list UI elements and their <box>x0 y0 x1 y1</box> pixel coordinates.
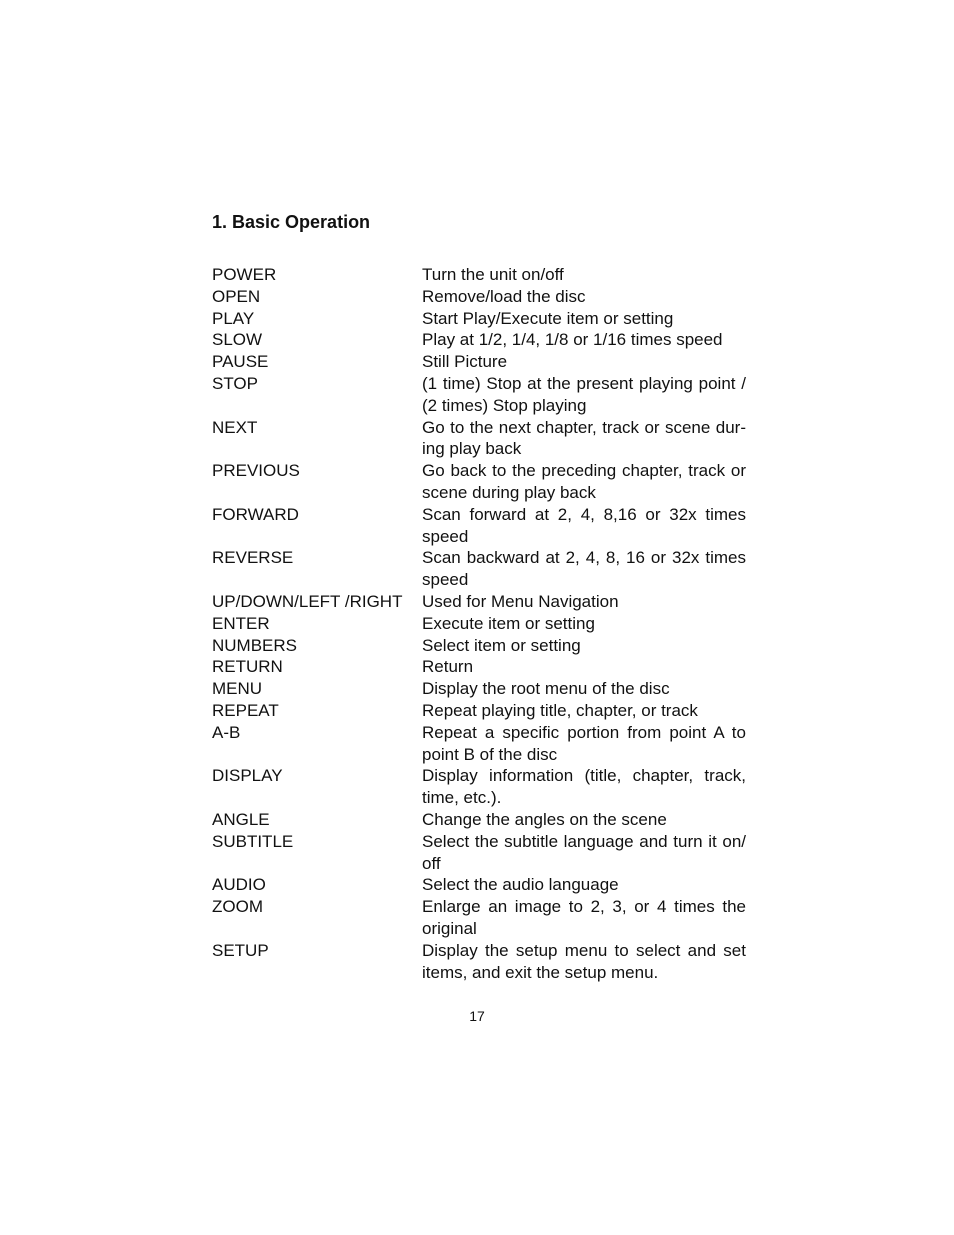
operation-row <box>212 286 746 308</box>
operation-key: DISPLAY <box>212 766 283 786</box>
operation-row <box>212 460 746 504</box>
operation-row <box>212 896 746 940</box>
operation-row <box>212 874 746 896</box>
operation-row <box>212 351 746 373</box>
operation-description: Go to the next chapter, track or scene dur-ing play back <box>422 417 746 459</box>
operation-key: ZOOM <box>212 897 263 917</box>
operation-row <box>212 308 746 330</box>
operation-row <box>212 613 746 635</box>
operation-key: ENTER <box>212 613 270 633</box>
operation-row <box>212 656 746 678</box>
operation-description: Change the angles on the scene <box>422 809 667 829</box>
operation-description: Scan forward at 2, 4, 8,16 or 32x times speed <box>422 504 746 546</box>
operation-key: PAUSE <box>212 352 269 372</box>
operation-key: SUBTITLE <box>212 831 294 851</box>
operation-description: Select the audio language <box>422 875 619 895</box>
operation-description: Display the setup menu to select and set items, and exit the setup menu. <box>422 940 746 982</box>
operation-description: Play at 1/2, 1/4, 1/8 or 1/16 times speed <box>422 330 723 350</box>
operation-key: PLAY <box>212 308 255 328</box>
operation-key: UP/DOWN/LEFT /RIGHT <box>212 591 403 611</box>
operation-description: Display information (title, chapter, track, time, etc.). <box>422 766 746 808</box>
operation-row <box>212 373 746 417</box>
operation-row <box>212 700 746 722</box>
operation-description: Repeat playing title, chapter, or track <box>422 700 698 720</box>
operation-row <box>212 765 746 809</box>
operation-row <box>212 809 746 831</box>
operation-row <box>212 940 746 984</box>
operation-description: Used for Menu Navigation <box>422 591 619 611</box>
page-title: 1. Basic Operation <box>212 212 371 232</box>
operation-key: NEXT <box>212 417 258 437</box>
operation-description: Remove/load the disc <box>422 286 586 306</box>
operation-description: Select item or setting <box>422 635 581 655</box>
operation-row <box>212 417 746 461</box>
operation-key: POWER <box>212 265 277 284</box>
operation-row <box>212 504 746 548</box>
operation-description: Repeat a specific portion from point A to point B of the disc <box>422 722 746 764</box>
operation-key: REVERSE <box>212 548 294 568</box>
operation-description: Scan backward at 2, 4, 8, 16 or 32x times speed <box>422 548 746 590</box>
operation-row <box>212 722 746 766</box>
operation-description: Enlarge an image to 2, 3, or 4 times the original <box>422 897 746 938</box>
operation-key: REPEAT <box>212 700 279 720</box>
operation-description: (1 time) Stop at the present playing point / (2 times) Stop playing <box>422 373 746 415</box>
operation-key: NUMBERS <box>212 635 298 655</box>
operation-description: Turn the unit on/off <box>422 265 564 284</box>
page-number: 17 <box>469 1008 485 1024</box>
operation-key: ANGLE <box>212 809 270 829</box>
operation-description: Start Play/Execute item or setting <box>422 308 674 328</box>
operation-row <box>212 264 746 286</box>
operation-key: AUDIO <box>212 875 266 895</box>
operation-row <box>212 547 746 591</box>
operation-description: Return <box>422 657 474 677</box>
operation-key: A-B <box>212 722 241 742</box>
operation-row <box>212 635 746 657</box>
operation-key: SETUP <box>212 940 269 960</box>
operation-key: MENU <box>212 679 263 699</box>
operation-description: Select the subtitle language and turn it on/ off <box>422 831 746 873</box>
operation-description: Still Picture <box>422 352 508 372</box>
operation-key: FORWARD <box>212 504 299 524</box>
operation-key: SLOW <box>212 330 263 350</box>
operation-key: STOP <box>212 373 258 393</box>
operation-key: OPEN <box>212 286 261 306</box>
operation-row <box>212 678 746 700</box>
operation-key: RETURN <box>212 657 283 677</box>
operation-key: PREVIOUS <box>212 461 300 481</box>
operation-description: Execute item or setting <box>422 613 595 633</box>
operation-description: Display the root menu of the disc <box>422 679 670 699</box>
operation-row <box>212 831 746 875</box>
operation-row <box>212 329 746 351</box>
operation-description: Go back to the preceding chapter, track or scene during play back <box>422 461 746 502</box>
operations-table <box>212 264 746 983</box>
operation-row <box>212 591 746 613</box>
